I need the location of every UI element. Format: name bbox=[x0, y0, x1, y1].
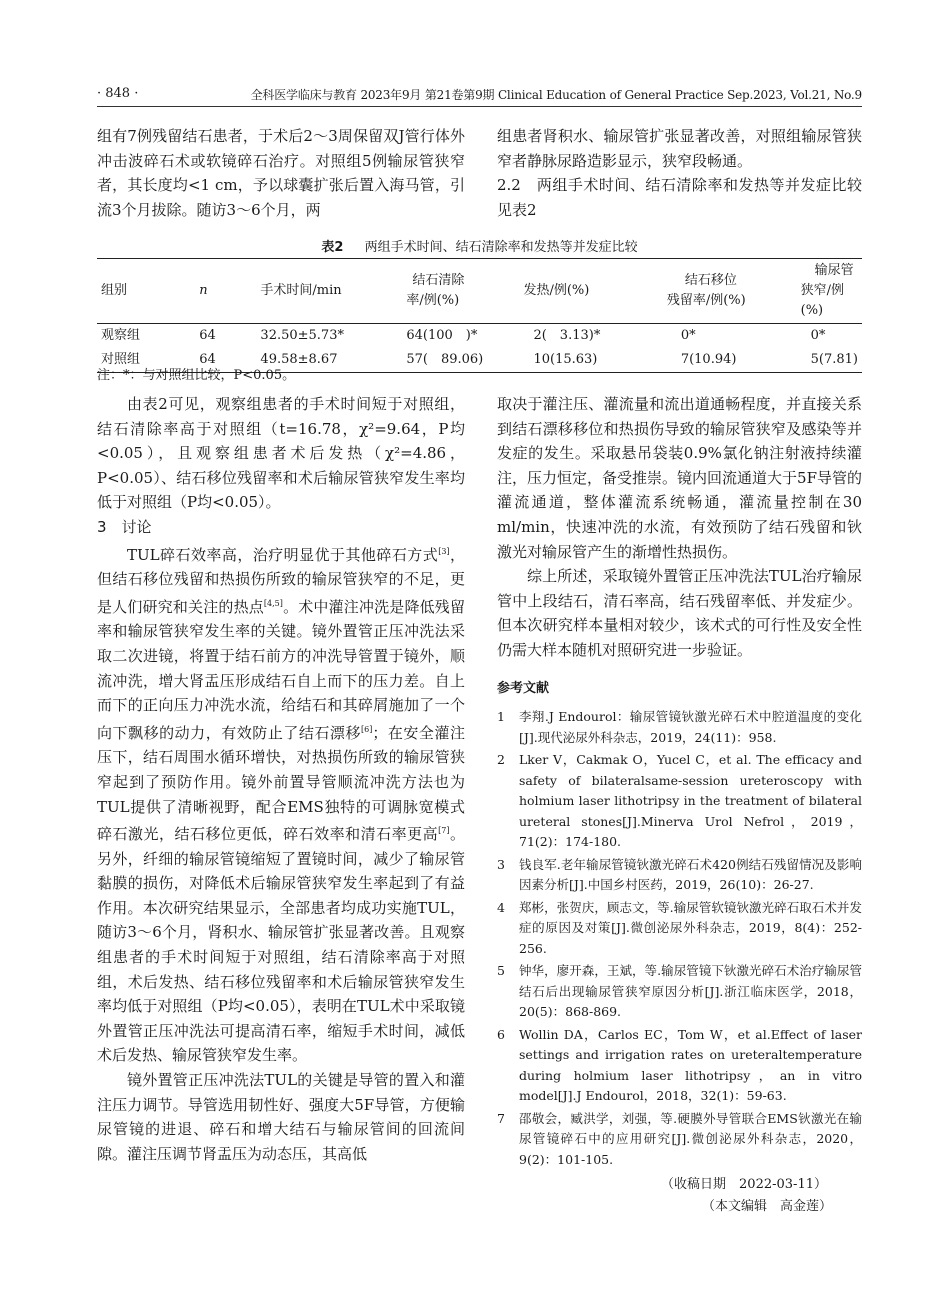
table-row: 观察组 64 32.50±5.73* 64(100 )* 2( 3.13)* 0* 0* bbox=[101, 328, 826, 343]
top-right-text-block bbox=[497, 124, 862, 222]
th-n: n bbox=[199, 283, 208, 298]
discussion-paragraph-1: TUL碎石效率高，治疗明显优于其他碎石方式[3]，但结石移位残留和热损伤所致的输尿管狭窄的不足，更是人们研究和关注的热点[4,5]。术中灌注冲洗是降低残留率和输尿管狭窄发生率的关键。镜外置管正压冲洗法采取二次进镜，将置于结石前方的冲洗导管置于镜外，顺流冲洗，增大肾盂压形成结石自上而下的压力差。自上而下的正向压力冲洗水流，给结石和其碎屑施加了一个向下飘移的动力，有效防止了结石漂移[6]；在安全灌注压下，结石周围水循环增快，对热损伤所致的输尿管狭窄起到了预防作用。镜外前置导管顺流冲洗方法也为TUL提供了清晰视野，配合EMS独特的可调脉宽模式碎石激光，结石移位更低，碎石效率和清石率更高[7]。另外，纤细的输尿管镜缩短了置镜时间，减少了输尿管黏膜的损伤，对降低术后输尿管狭窄发生率起到了有益作用。本次研究结果显示，全部患者均成功实施TUL，随访3～6个月，肾积水、输尿管扩张显著改善。且观察组患者的手术时间短于对照组，结石清除率高于对照组，术后发热、结石移位残留率和术后输尿管狭窄发生率均低于对照组（P均<0.05），表明在TUL术中采取镜外置管正压冲洗法可提高清石率，缩短手术时间，减低术后发热、输尿管狭窄发生率。 bbox=[97, 545, 465, 1065]
discussion-paragraph-2: 镜外置管正压冲洗法TUL的关键是导管的置入和灌注压力调节。导管选用韧性好、强度大5F导管，方便输尿管镜的进退、碎石和增大结石与输尿管间的回流间隙。灌注压调节肾盂压为动态压，其高低 bbox=[97, 1071, 465, 1163]
th-fever: 发热/例(%) bbox=[523, 283, 590, 298]
page-number: · 848 · bbox=[97, 86, 139, 101]
references bbox=[497, 677, 862, 1219]
citation-7: [7] bbox=[438, 826, 450, 836]
journal-info: 全科医学临床与教育 2023年9月 第21卷第9期 Clinical Education of General Practice Sep.2023, Vol.21, No.9 bbox=[250, 88, 862, 102]
reference-item: 5 钟华，廖开森，王斌，等.输尿管镜下钬激光碎石术治疗输尿管结石后出现输尿管狭窄原因分析[J].浙江临床医学，2018，20(5)：868-869. bbox=[497, 963, 862, 1020]
left-column bbox=[97, 392, 465, 1166]
th-group: 组别 bbox=[101, 283, 128, 298]
continued-paragraph: 组有7例残留结石患者，于术后2～3周保留双J管行体外冲击波碎石术或软镜碎石治疗。对照组5例输尿管狭窄者，其长度均<1 cm，予以球囊扩张后置入海马管，引流3个月拔除。随访3～6个月，两 bbox=[97, 127, 465, 219]
page-header bbox=[97, 82, 862, 107]
top-left-text-block bbox=[97, 124, 465, 222]
right-column bbox=[497, 392, 862, 1218]
table-row: 对照组 64 49.58±8.67 57( 89.06) 10(15.63) 7(10.94) 5(7.81) bbox=[97, 348, 862, 373]
results-paragraph: 由表2可见，观察组患者的手术时间短于对照组，结石清除率高于对照组（t=16.78，χ²=9.64，P均<0.05），且观察组患者术后发热（χ²=4.86，P<0.05）、结石移位残留率和术后输尿管狭窄发生率均低于对照组（P均<0.05）。 bbox=[97, 395, 465, 512]
table-caption-label: 表2 bbox=[321, 240, 344, 255]
received-info bbox=[497, 1174, 862, 1218]
section-3-heading: 3 讨论 bbox=[97, 517, 152, 536]
reference-item: 2 Lker V，Cakmak O，Yucel C，et al. The efficacy and safety of bilateralsame-session ureteroscopy with holmium laser lithotripsy in the treatment of bilateral ureteral stones[J].Minerva Urol Nefrol，2019，71(2)：174-180. bbox=[497, 752, 862, 850]
citation-4-5: [4,5] bbox=[263, 598, 283, 608]
discussion-continued: 取决于灌注压、灌流量和流出道通畅程度，并直接关系到结石漂移移位和热损伤导致的输尿管狭窄及感染等并发症的发生。采取悬吊袋装0.9%氯化钠注射液持续灌注，压力恒定，备受推崇。镜内回流通道大于5F导管的灌流通道，整体灌流系统畅通，灌流量控制在30 ml/min，快速冲洗的水流，有效预防了结石残留和钬激光对输尿管产生的渐增性热损伤。 bbox=[497, 395, 862, 561]
citation-6: [6] bbox=[361, 724, 373, 734]
editor-info: （本文编辑 高金莲） bbox=[701, 1199, 832, 1215]
section-2-2-heading: 2.2 两组手术时间、结石清除率和发热等并发症比较见表2 bbox=[497, 176, 862, 219]
results-table bbox=[97, 258, 862, 373]
citation-3: [3] bbox=[438, 546, 450, 556]
th-residual: 结石移位 残留率/例(%) bbox=[666, 273, 746, 308]
received-date: （收稿日期 2022-03-11） bbox=[661, 1177, 827, 1193]
table-note: 注：*：与对照组比较，P<0.05。 bbox=[97, 368, 296, 383]
th-time: 手术时间/min bbox=[260, 283, 342, 298]
reference-item: 4 郑彬，张贺庆，顾志文，等.输尿管软镜钬激光碎石取石术并发症的原因及对策[J].微创泌尿外科杂志，2019，8(4)：252-256. bbox=[497, 899, 862, 956]
continued-paragraph-right: 组患者肾积水、输尿管扩张显著改善，对照组输尿管狭窄者静脉尿路造影显示，狭窄段畅通。 bbox=[497, 127, 862, 170]
table-caption-text: 两组手术时间、结石清除率和发热等并发症比较 bbox=[364, 240, 638, 255]
summary-paragraph: 综上所述，采取镜外置管正压冲洗法TUL治疗输尿管中上段结石，清石率高，结石残留率低、并发症少。但本次研究样本量相对较少，该术式的可行性及安全性仍需大样本随机对照研究进一步验证。 bbox=[497, 567, 862, 659]
reference-item: 3 钱良军.老年输尿管镜钬激光碎石术420例结石残留情况及影响因素分析[J].中国乡村医药，2019，26(10)：26-27. bbox=[497, 856, 862, 893]
reference-list bbox=[497, 707, 862, 1170]
references-title: 参考文献 bbox=[497, 680, 550, 696]
reference-item: 7 邵敬会，臧洪学，刘强，等.硬膜外导管联合EMS钬激光在输尿管镜碎石中的应用研究[J].微创泌尿外科杂志，2020，9(2)：101-105. bbox=[497, 1110, 862, 1167]
th-stricture: 输尿管 狭窄/例(%) bbox=[800, 263, 854, 318]
table-caption bbox=[97, 236, 862, 255]
reference-item: 6 Wollin DA，Carlos EC，Tom W，et al.Effect of laser settings and irrigation rates on ureteraltemperature during holmium laser lithotripsy，an in vitro model[J].J Endourol，2018，32(1)：59-63. bbox=[497, 1026, 862, 1104]
reference-item: 1 李翔.J Endourol：输尿管镜钬激光碎石术中腔道温度的变化[J].现代泌尿外科杂志，2019，24(11)：958. bbox=[497, 709, 862, 745]
th-clear: 结石清除 率/例(%) bbox=[406, 273, 465, 308]
